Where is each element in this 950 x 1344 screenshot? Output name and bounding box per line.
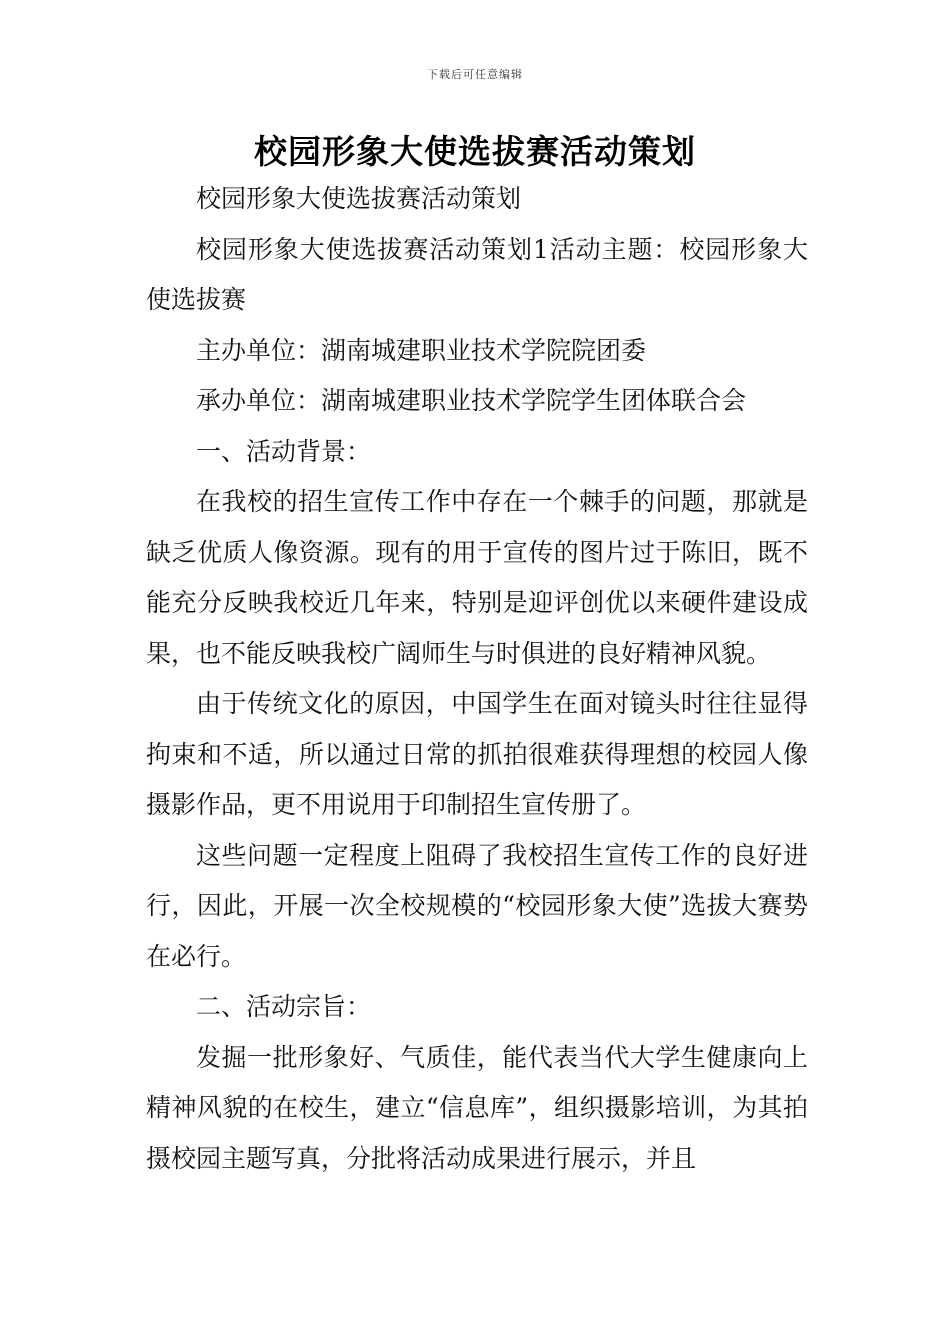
section-heading-purpose: 二、活动宗旨：	[196, 992, 372, 1021]
paragraph-background-3: 这些问题一定程度上阻碍了我校招生宣传工作的良好进行，因此，开展一次全校规模的“校园形象大使”选拔大赛势在必行。	[146, 840, 808, 971]
section-heading-background: 一、活动背景：	[196, 436, 372, 466]
document-title: 校园形象大使选拔赛活动策划	[254, 132, 696, 171]
paragraph-theme: 校园形象大使选拔赛活动策划1活动主题：校园形象大使选拔赛	[146, 234, 808, 314]
paragraph-purpose: 发掘一批形象好、气质佳，能代表当代大学生健康向上精神风貌的在校生，建立“信息库”，组织摄影培训，为其拍摄校园主题写真，分批将活动成果进行展示，并且	[146, 1042, 808, 1173]
paragraph-background-1: 在我校的招生宣传工作中存在一个棘手的问题，那就是缺乏优质人像资源。现有的用于宣传的图片过于陈旧，既不能充分反映我校近几年来，特别是迎评创优以来硬件建设成果，也不能反映我校广阔师生与时俱进的良好精神风貌。	[146, 487, 808, 668]
header-note: 下载后可任意编辑	[427, 68, 523, 81]
paragraph-background-2: 由于传统文化的原因，中国学生在面对镜头时往往显得拘束和不适，所以通过日常的抓拍很难获得理想的校园人像摄影作品，更不用说用于印制招生宣传册了。	[146, 689, 808, 819]
paragraph-co-organizer: 承办单位：湖南城建职业技术学院学生团体联合会	[196, 386, 747, 415]
paragraph-subtitle: 校园形象大使选拔赛活动策划	[196, 184, 522, 213]
document-body	[146, 174, 808, 1184]
paragraph-organizer: 主办单位：湖南城建职业技术学院院团委	[196, 335, 647, 365]
